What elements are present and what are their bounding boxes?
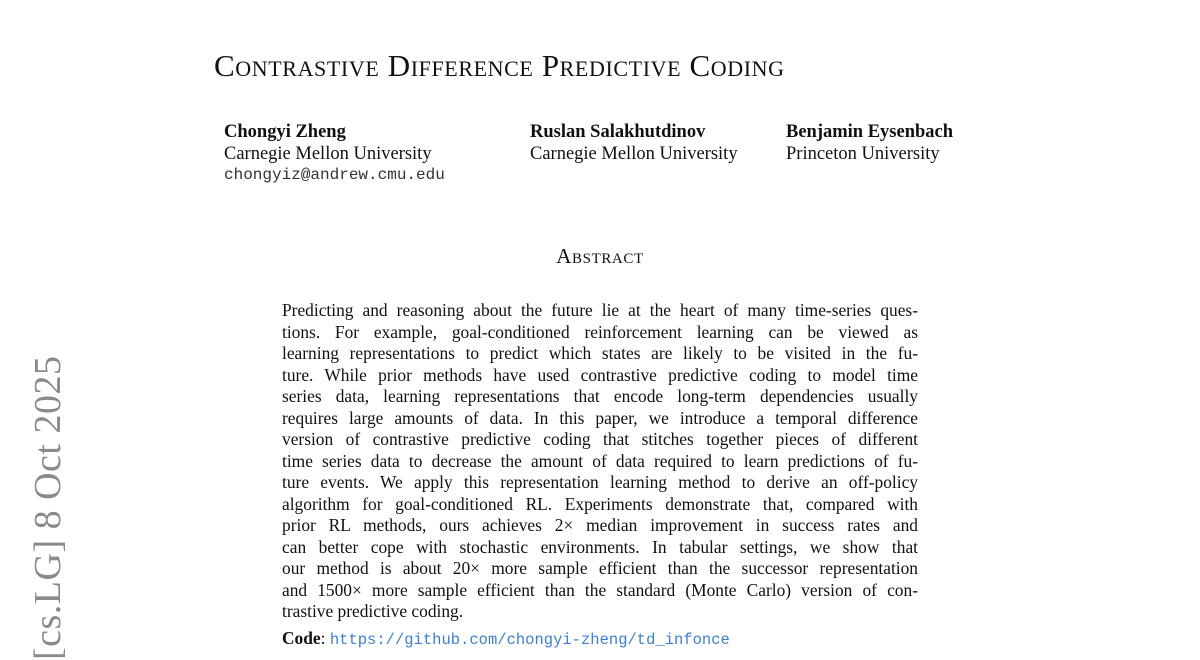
- author-block-3: [786, 122, 953, 165]
- abstract-heading: Abstract: [556, 244, 644, 268]
- abstract-line: ture events. We apply this representation learning method to derive an off-policy: [282, 472, 918, 492]
- abstract-line: can better cope with stochastic environments. In tabular settings, we show that: [282, 536, 918, 557]
- author-affiliation: Carnegie Mellon University: [224, 143, 432, 164]
- abstract-line: requires large amounts of data. In this paper, we introduce a temporal difference: [282, 407, 918, 428]
- abstract-line: Predicting and reasoning about the future lie at the heart of many time-series ques-: [282, 300, 918, 320]
- code-line: [282, 628, 730, 649]
- author-block-2: [530, 122, 738, 165]
- abstract-line: our method is about 20× more sample efficient than the successor representation: [282, 558, 918, 578]
- abstract-line: algorithm for goal-conditioned RL. Experiments demonstrate that, compared with: [282, 493, 918, 514]
- author-block-1: [224, 122, 445, 187]
- abstract-line: version of contrastive predictive coding that stitches together pieces of different: [282, 429, 918, 449]
- abstract-line: series data, learning representations that encode long-term dependencies usually: [282, 386, 918, 406]
- abstract-line: tions. For example, goal-conditioned reinforcement learning can be viewed as: [282, 321, 918, 342]
- abstract-body: [282, 300, 918, 623]
- abstract-line: trastive predictive coding.: [282, 601, 464, 621]
- author-email: chongyiz@andrew.cmu.edu: [224, 166, 445, 184]
- paper-title: Contrastive Difference Predictive Coding: [214, 48, 785, 83]
- abstract-line: and 1500× more sample efficient than the standard (Monte Carlo) version of con-: [282, 579, 918, 600]
- code-separator: :: [320, 628, 330, 648]
- author-affiliation: Princeton University: [786, 143, 940, 164]
- abstract-line: prior RL methods, ours achieves 2× median improvement in success rates and: [282, 515, 918, 535]
- code-repository-link[interactable]: https://github.com/chongyi-zheng/td_infonce: [329, 631, 730, 649]
- code-label: Code: [282, 628, 321, 648]
- author-name: Chongyi Zheng: [224, 122, 346, 142]
- arxiv-stamp: [cs.LG] 8 Oct 2025: [27, 355, 69, 660]
- abstract-line: ture. While prior methods have used contrastive predictive coding to model time: [282, 364, 918, 385]
- author-name: Ruslan Salakhutdinov: [530, 122, 706, 142]
- author-name: Benjamin Eysenbach: [786, 122, 954, 142]
- abstract-line: time series data to decrease the amount of data required to learn predictions of fu-: [282, 450, 918, 471]
- author-affiliation: Carnegie Mellon University: [530, 143, 738, 164]
- abstract-line: learning representations to predict which states are likely to be visited in the fu-: [282, 343, 918, 363]
